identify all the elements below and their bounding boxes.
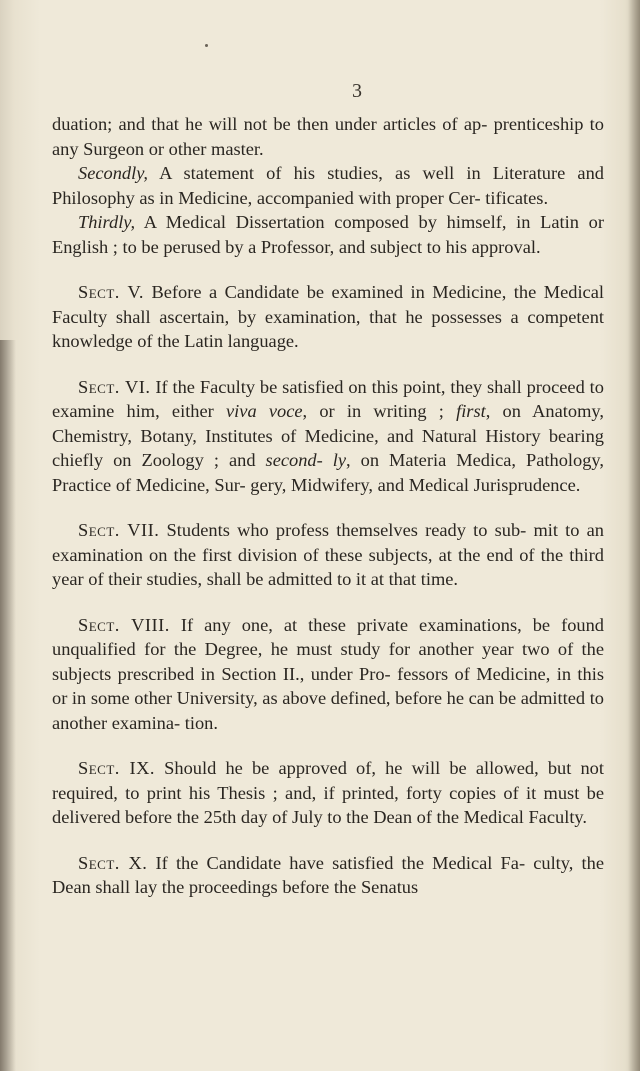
section-heading: Sect. X. bbox=[78, 852, 148, 873]
section-viii bbox=[52, 613, 604, 736]
section-v bbox=[52, 280, 604, 354]
section-vii bbox=[52, 518, 604, 592]
section-x bbox=[52, 851, 604, 900]
paragraph-lead: Secondly, bbox=[78, 163, 148, 183]
section-heading: Sect. VII. bbox=[78, 520, 160, 540]
paragraph-lead: Thirdly, bbox=[78, 212, 136, 232]
page-number: 3 bbox=[352, 80, 362, 102]
paragraph-text: If any one, at these private examinations, be found unqualified for the Degree, he must study for another year two of the subjects prescribed in Section II., under Pro- fessors of Medicine, in this or in some other University, as above defined, before he can be admitted to another examina- tion. bbox=[52, 614, 604, 733]
paragraph-text: , on Anatomy, Chemistry, Botany, Institutes of Medicine, and Natural History bearing chiefly on Zoology ; and bbox=[52, 401, 604, 470]
paragraph-text: duation; and that he will not be then under articles of ap- prenticeship to any Surgeon or other master. bbox=[52, 114, 604, 159]
paragraph-text: Should he be approved of, he will be allowed, but not required, to print his Thesis ; and, if printed, forty copies of it must be delivered before the 25th day of July to the Dean of the Medical Faculty. bbox=[52, 758, 604, 827]
italic-term: first bbox=[456, 401, 486, 421]
paragraph-text: Before a Candidate be examined in Medicine, the Medical Faculty shall ascertain, by examination, that he possesses a competent knowledge of the Latin language. bbox=[52, 282, 604, 351]
section-heading: Sect. IX. bbox=[78, 758, 156, 778]
section-heading: Sect. VIII. bbox=[78, 614, 170, 635]
section-vi bbox=[52, 375, 604, 498]
section-ix bbox=[52, 756, 604, 830]
paragraph-text: Students who profess themselves ready to sub- mit to an examination on the first division of these subjects, at the end of the third year of their studies, shall be admitted to it at that time. bbox=[52, 520, 604, 589]
italic-term: second- ly bbox=[265, 450, 347, 470]
paragraph-text: A statement of his studies, as well in Literature and Philosophy as in Medicine, accompanied with proper Cer- tificates. bbox=[52, 163, 604, 208]
page-text bbox=[52, 112, 604, 900]
spine-shadow bbox=[0, 340, 16, 1071]
paragraph-continuation bbox=[52, 112, 604, 161]
section-heading: Sect. V. bbox=[78, 282, 145, 302]
section-heading: Sect. VI. bbox=[78, 376, 151, 397]
paragraph-text: A Medical Dissertation composed by himself, in Latin or English ; to be perused by a Professor, and subject to his approval. bbox=[52, 212, 604, 257]
paper-speck bbox=[205, 44, 208, 47]
paragraph-text: , or in writing ; bbox=[302, 401, 457, 421]
italic-term: viva voce bbox=[226, 401, 303, 421]
paragraph-thirdly bbox=[52, 210, 604, 259]
paragraph-secondly bbox=[52, 161, 604, 210]
page-edge-shadow bbox=[628, 0, 640, 1071]
paragraph-text: If the Candidate have satisfied the Medical Fa- culty, the Dean shall lay the proceedings before the Senatus bbox=[52, 852, 604, 897]
paragraph-text: If the Faculty be satisfied on this point, they shall proceed to examine him, either bbox=[52, 376, 604, 421]
paragraph-text: , on Materia Medica, Pathology, Practice of Medicine, Sur- gery, Midwifery, and Medical Jurisprudence. bbox=[52, 450, 604, 495]
